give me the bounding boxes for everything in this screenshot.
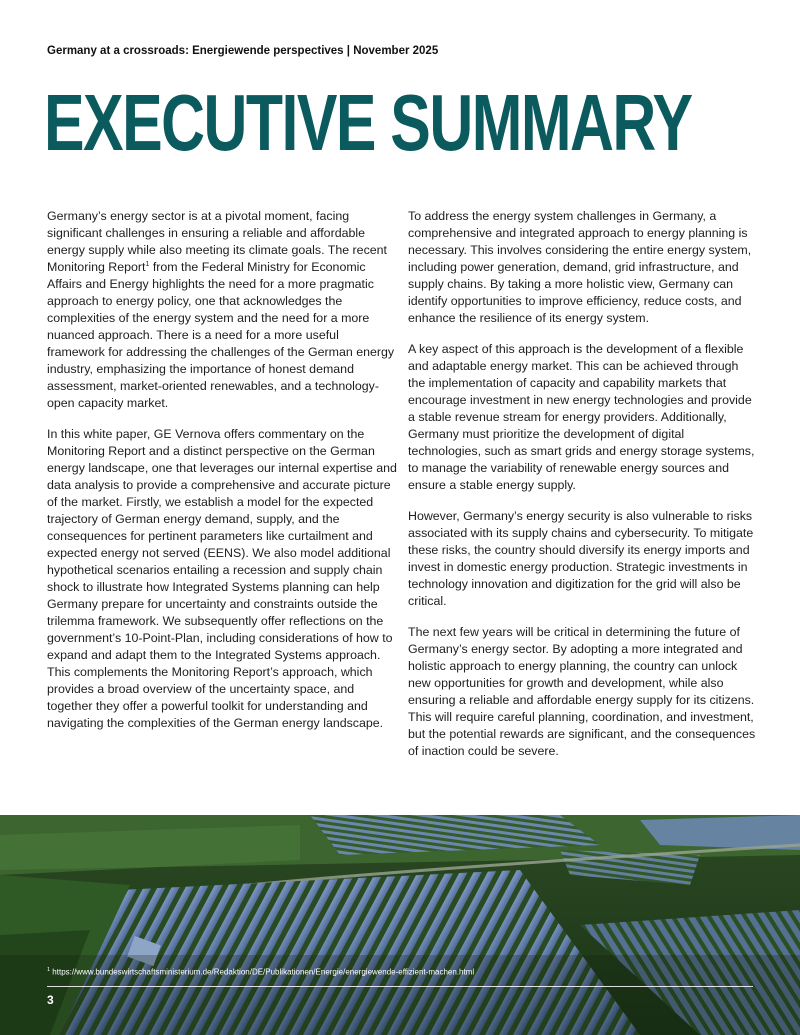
left-column: [47, 208, 397, 746]
left-paragraph-1-text-b: from the Federal Ministry for Economic Affairs and Energy highlights the need for a more pragmatic approach to energy policy, one that acknowledges the complexities of the energy system and the need for a more nuanced approach. There is a need for a more useful framework for addressing the challenges of the German energy industry, emphasizing the importance of honest demand assessment, market-oriented renewables, and a technology-open capacity market.: [47, 260, 395, 410]
left-paragraph-2: In this white paper, GE Vernova offers commentary on the Monitoring Report and a distinct perspective on the German energy landscape, one that leverages our internal expertise and data analysis to provide a comprehensive and accurate picture of the market. Firstly, we establish a model for the expected trajectory of German energy demand, supply, and the consequences for pertinent parameters like curtailment and expected energy not served (EENS). We also model additional hypothetical scenarios entailing a recession and supply chain shock to illustrate how Integrated Systems planning can help Germany prepare for uncertainty and constraints outside the trilemma framework. We subsequently offer reflections on the government’s 10-Point-Plan, including considerations of how to expand and adapt them to the Integrated Systems approach. This complements the Monitoring Report’s approach, which provides a broad overview of the uncertainty space, and together they offer a powerful toolkit for understanding and navigating the complexities of the German energy landscape.: [47, 427, 397, 730]
right-paragraph-3: However, Germany’s energy security is also vulnerable to risks associated with its supply chains and cybersecurity. To mitigate these risks, the country should diversify its energy imports and invest in domestic energy production. Strategic investments in technology innovation and digitization for the grid will also be critical.: [408, 509, 754, 608]
left-paragraph-1-text-a: Germany’s energy sector is at a pivotal moment, facing significant challenges in ensuring a reliable and affordable energy supply while also meeting its climate goals. The recent Monitoring Report: [47, 209, 387, 274]
right-paragraph-4: The next few years will be critical in determining the future of Germany’s energy sector. By adopting a more integrated and holistic approach to energy planning, the country can unlock new opportunities for growth and development, while also ensuring a reliable and affordable energy supply for its citizens. This will require careful planning, coordination, and investment, but the potential rewards are significant, and the consequences of inaction could be severe.: [408, 625, 756, 758]
right-paragraph-1: To address the energy system challenges in Germany, a comprehensive and integrated approach to energy planning is necessary. This involves considering the entire energy system, including power generation, demand, grid infrastructure, and supply chains. By taking a more holistic view, Germany can identify opportunities to improve efficiency, reduce costs, and enhance the resilience of its energy system.: [408, 209, 752, 325]
footnote-mark: 1: [47, 967, 51, 973]
page-number: 3: [47, 993, 54, 1007]
report-date: November 2025: [353, 45, 439, 57]
right-paragraph-2: A key aspect of this approach is the development of a flexible and adaptable energy market. This can be achieved through the implementation of capacity and capability markets that encourage investment in new energy technologies and provide a stable revenue stream for energy providers. Additionally, Germany must prioritize the development of digital technologies, such as smart grids and energy storage systems, to manage the variability of renewable energy sources and ensure a stable energy supply.: [408, 342, 755, 492]
footer-divider: [47, 986, 753, 987]
header-separator: |: [346, 45, 350, 57]
running-header: [47, 45, 438, 57]
page-title: EXECUTIVE SUMMARY: [44, 78, 692, 167]
report-title: Germany at a crossroads: Energiewende perspectives: [47, 45, 344, 57]
footnote: [47, 967, 474, 977]
left-paragraph-1: [47, 208, 397, 412]
footnote-reference[interactable]: 1: [145, 260, 150, 268]
right-column: [408, 208, 758, 774]
solar-farm-aerial-image: [0, 815, 800, 1035]
footnote-link[interactable]: https://www.bundeswirtschaftsministerium.de/Redaktion/DE/Publikationen/Energie/energiewende-effizient-machen.html: [52, 967, 475, 977]
solar-farm-illustration: [0, 815, 800, 1035]
